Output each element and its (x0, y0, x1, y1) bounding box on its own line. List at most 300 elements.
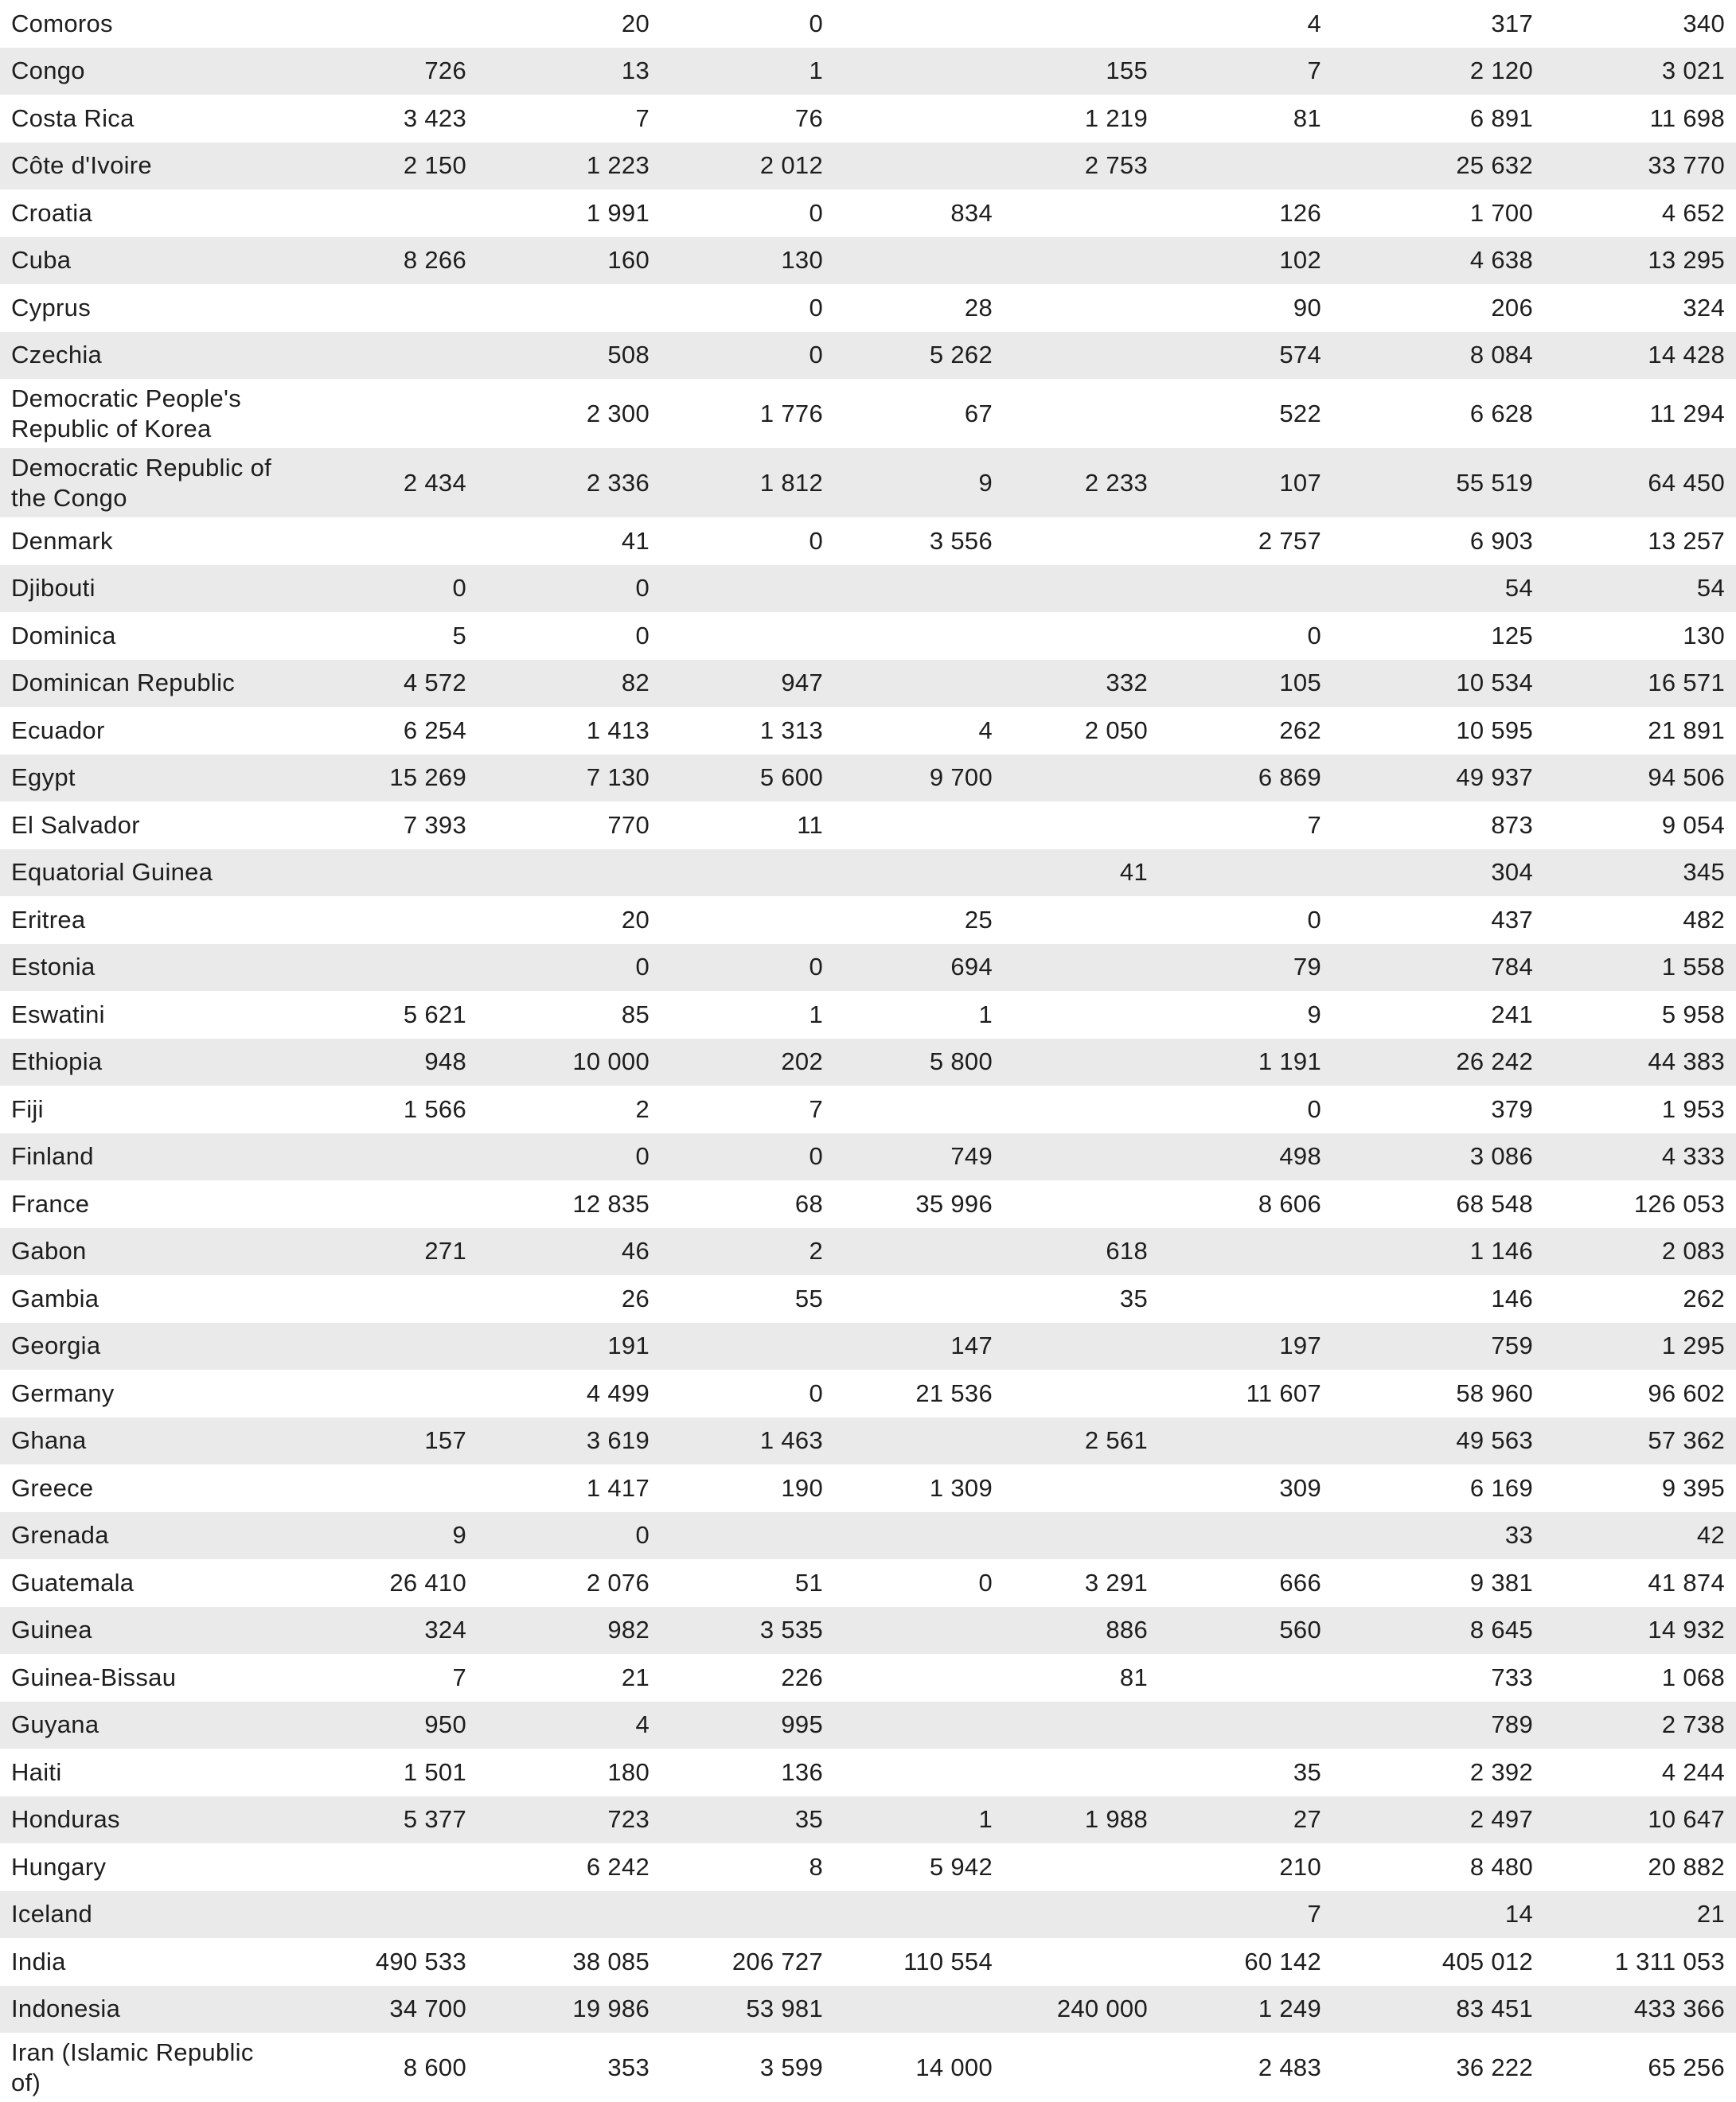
total-cell: 33 770 (1648, 151, 1725, 180)
value-cell-4: 14 000 (915, 2053, 993, 2081)
value-cell-4: 3 556 (929, 526, 993, 555)
value-cell-1: 271 (424, 1237, 466, 1265)
total-cell: 345 (1683, 858, 1725, 887)
country-name-cell: Grenada (11, 1521, 109, 1550)
country-name-cell: Ecuador (11, 716, 105, 744)
value-cell-3: 136 (781, 1757, 823, 1786)
value-cell-3: 995 (781, 1710, 823, 1739)
table-row (0, 1133, 1736, 1181)
table-row (0, 565, 1736, 613)
value-cell-2: 21 (621, 1663, 650, 1691)
value-cell-4 (834, 801, 1004, 849)
total-cell: 1 295 (1661, 1332, 1725, 1360)
value-cell-7: 49 563 (1456, 1426, 1533, 1455)
value-cell-4 (834, 1891, 1004, 1939)
value-cell-2: 770 (607, 810, 650, 839)
value-cell-3: 1 776 (759, 399, 823, 427)
table-row (0, 1607, 1736, 1655)
value-cell-2: 85 (621, 1000, 650, 1028)
value-cell-3: 35 (794, 1805, 823, 1834)
value-cell-5 (1004, 0, 1159, 48)
value-cell-3 (661, 612, 834, 660)
value-cell-3: 55 (794, 1284, 823, 1312)
value-cell-1 (295, 1133, 478, 1181)
value-cell-1: 948 (424, 1047, 466, 1076)
value-cell-2: 191 (607, 1332, 650, 1360)
table-row (0, 1323, 1736, 1371)
value-cell-4: 1 309 (929, 1473, 993, 1502)
value-cell-3: 53 981 (746, 1995, 823, 2023)
table-row (0, 1418, 1736, 1465)
value-cell-3: 0 (809, 1142, 823, 1171)
value-cell-4 (834, 1275, 1004, 1323)
total-cell: 130 (1683, 621, 1725, 649)
value-cell-1 (295, 1275, 478, 1323)
value-cell-2: 180 (607, 1757, 650, 1786)
value-cell-1 (295, 284, 478, 332)
value-cell-5 (1004, 896, 1159, 944)
country-name-cell: Iran (Islamic Republic of) (11, 2038, 254, 2096)
value-cell-3 (661, 1891, 834, 1939)
value-cell-4: 25 (964, 905, 993, 934)
value-cell-4 (834, 849, 1004, 897)
value-cell-3 (661, 565, 834, 613)
table-row (0, 1370, 1736, 1418)
value-cell-1 (295, 944, 478, 992)
value-cell-7: 68 548 (1456, 1189, 1533, 1218)
value-cell-7: 10 534 (1456, 669, 1533, 697)
table-row (0, 660, 1736, 708)
value-cell-5: 155 (1106, 57, 1148, 85)
value-cell-2: 4 (635, 1710, 650, 1739)
total-cell: 41 874 (1648, 1568, 1725, 1597)
table-row (0, 2033, 1736, 2102)
value-cell-4: 1 (978, 1805, 993, 1834)
value-cell-2: 2 300 (586, 399, 650, 427)
value-cell-2: 0 (635, 574, 650, 603)
value-cell-3: 226 (781, 1663, 823, 1691)
country-name-cell: Czechia (11, 341, 103, 369)
value-cell-2: 1 223 (586, 151, 650, 180)
value-cell-6: 79 (1293, 953, 1321, 981)
value-cell-3: 0 (809, 1379, 823, 1407)
value-cell-5: 618 (1106, 1237, 1148, 1265)
value-cell-1: 726 (424, 57, 466, 85)
table-row (0, 1086, 1736, 1133)
value-cell-3: 51 (794, 1568, 823, 1597)
value-cell-3: 0 (809, 9, 823, 37)
value-cell-1: 8 266 (403, 246, 466, 275)
total-cell: 44 383 (1648, 1047, 1725, 1076)
value-cell-6: 7 (1307, 1900, 1321, 1928)
value-cell-5 (1004, 284, 1159, 332)
total-cell: 21 (1696, 1900, 1725, 1928)
value-cell-4: 110 554 (903, 1947, 993, 1975)
value-cell-2: 0 (635, 953, 650, 981)
value-cell-6: 11 607 (1246, 1379, 1321, 1407)
value-cell-4: 9 (978, 468, 993, 497)
value-cell-7: 6 628 (1469, 399, 1533, 427)
value-cell-6 (1159, 1275, 1332, 1323)
value-cell-1: 2 434 (403, 468, 466, 497)
value-cell-3: 947 (781, 669, 823, 697)
country-name-cell: Democratic Republic of the Congo (11, 453, 272, 512)
value-cell-5: 41 (1119, 858, 1148, 887)
value-cell-5 (1004, 1938, 1159, 1986)
value-cell-2: 2 (635, 1094, 650, 1123)
value-cell-1: 1 501 (403, 1757, 466, 1786)
value-cell-4: 28 (964, 293, 993, 322)
value-cell-4: 5 800 (929, 1047, 993, 1076)
value-cell-2: 4 499 (586, 1379, 650, 1407)
value-cell-7: 54 (1504, 574, 1533, 603)
total-cell: 42 (1696, 1521, 1725, 1550)
value-cell-5 (1004, 944, 1159, 992)
value-cell-2: 1 991 (586, 198, 650, 227)
value-cell-6: 105 (1279, 669, 1321, 697)
table-row (0, 1559, 1736, 1607)
value-cell-2: 1 417 (586, 1473, 650, 1502)
total-cell: 11 294 (1649, 399, 1725, 427)
value-cell-6: 262 (1279, 716, 1321, 744)
value-cell-6 (1159, 565, 1332, 613)
value-cell-2: 2 076 (586, 1568, 650, 1597)
value-cell-6: 6 869 (1258, 763, 1321, 792)
total-cell: 1 068 (1661, 1663, 1725, 1691)
country-name-cell: Djibouti (11, 574, 96, 603)
country-name-cell: Finland (11, 1142, 94, 1171)
value-cell-7: 25 632 (1456, 151, 1533, 180)
table-row (0, 1512, 1736, 1560)
value-cell-4 (834, 660, 1004, 708)
value-cell-6: 309 (1279, 1473, 1321, 1502)
table-row (0, 896, 1736, 944)
value-cell-7: 6 169 (1469, 1473, 1533, 1502)
value-cell-3: 1 463 (759, 1426, 823, 1455)
table-row (0, 379, 1736, 448)
value-cell-1: 5 (452, 621, 466, 649)
value-cell-5 (1004, 991, 1159, 1039)
country-name-cell: Gambia (11, 1284, 99, 1312)
country-name-cell: Equatorial Guinea (11, 858, 213, 887)
value-cell-1: 26 410 (389, 1568, 466, 1597)
total-cell: 14 932 (1648, 1616, 1725, 1644)
value-cell-2: 20 (621, 905, 650, 934)
value-cell-2: 26 (621, 1284, 650, 1312)
value-cell-6: 1 249 (1258, 1995, 1321, 2023)
value-cell-7: 8 084 (1469, 341, 1533, 369)
value-cell-5 (1004, 379, 1159, 448)
total-cell: 4 244 (1661, 1757, 1725, 1786)
value-cell-5: 1 988 (1084, 1805, 1148, 1834)
value-cell-1: 2 150 (403, 151, 466, 180)
country-name-cell: Hungary (11, 1852, 107, 1881)
value-cell-2: 982 (607, 1616, 650, 1644)
value-cell-1: 324 (424, 1616, 466, 1644)
value-cell-7: 1 700 (1469, 198, 1533, 227)
value-cell-2: 41 (621, 526, 650, 555)
value-cell-5: 1 219 (1084, 103, 1148, 132)
value-cell-1: 157 (424, 1426, 466, 1455)
table-row (0, 284, 1736, 332)
value-cell-7: 8 645 (1469, 1616, 1533, 1644)
value-cell-3: 190 (781, 1473, 823, 1502)
country-name-cell: Egypt (11, 763, 76, 792)
country-name-cell: Democratic People's Republic of Korea (11, 384, 242, 443)
total-cell: 2 083 (1661, 1237, 1725, 1265)
value-cell-6 (1159, 1702, 1332, 1749)
value-cell-1 (295, 332, 478, 380)
value-cell-4 (834, 95, 1004, 142)
value-cell-6 (1159, 142, 1332, 190)
value-cell-6: 8 606 (1258, 1189, 1321, 1218)
value-cell-4: 5 262 (929, 341, 993, 369)
total-cell: 262 (1683, 1284, 1725, 1312)
value-cell-3: 1 812 (759, 468, 823, 497)
table-row (0, 189, 1736, 237)
value-cell-4 (834, 1986, 1004, 2034)
value-cell-3: 3 599 (759, 2053, 823, 2081)
country-name-cell: Gabon (11, 1237, 87, 1265)
value-cell-7: 6 891 (1469, 103, 1533, 132)
value-cell-5 (1004, 2033, 1159, 2102)
value-cell-3: 2 (809, 1237, 823, 1265)
country-name-cell: Cuba (11, 246, 72, 275)
value-cell-6: 9 (1307, 1000, 1321, 1028)
country-name-cell: Denmark (11, 526, 113, 555)
total-cell: 14 428 (1648, 341, 1725, 369)
value-cell-6: 102 (1279, 246, 1321, 275)
value-cell-7: 784 (1491, 953, 1533, 981)
value-cell-4 (834, 142, 1004, 190)
value-cell-4: 834 (950, 198, 993, 227)
value-cell-4 (834, 565, 1004, 613)
value-cell-5 (1004, 1843, 1159, 1891)
value-cell-2 (478, 1891, 661, 1939)
value-cell-3: 3 535 (759, 1616, 823, 1644)
table-row (0, 448, 1736, 517)
total-cell: 5 958 (1661, 1000, 1725, 1028)
table-row (0, 332, 1736, 380)
total-cell: 482 (1683, 905, 1725, 934)
value-cell-2: 508 (607, 341, 650, 369)
total-cell: 9 054 (1661, 810, 1725, 839)
table-row (0, 1228, 1736, 1276)
value-cell-6: 2 483 (1258, 2053, 1321, 2081)
value-cell-1 (295, 517, 478, 565)
value-cell-5 (1004, 801, 1159, 849)
total-cell: 65 256 (1648, 2053, 1725, 2081)
value-cell-1 (295, 189, 478, 237)
value-cell-7: 146 (1491, 1284, 1533, 1312)
value-cell-7: 125 (1491, 621, 1533, 649)
value-cell-5 (1004, 565, 1159, 613)
value-cell-1: 1 566 (403, 1094, 466, 1123)
value-cell-7: 733 (1491, 1663, 1533, 1691)
table-row (0, 612, 1736, 660)
table-row (0, 517, 1736, 565)
country-name-cell: Dominican Republic (11, 669, 236, 697)
table-row (0, 1749, 1736, 1796)
value-cell-6 (1159, 1228, 1332, 1276)
value-cell-5 (1004, 1370, 1159, 1418)
value-cell-7: 33 (1504, 1521, 1533, 1550)
value-cell-2: 0 (635, 621, 650, 649)
table-row (0, 142, 1736, 190)
value-cell-1 (295, 1323, 478, 1371)
table-row (0, 1039, 1736, 1086)
total-cell: 4 652 (1661, 198, 1725, 227)
value-cell-3: 206 727 (731, 1947, 823, 1975)
value-cell-2: 13 (621, 57, 650, 85)
value-cell-3: 0 (809, 293, 823, 322)
value-cell-5: 35 (1119, 1284, 1148, 1312)
total-cell: 9 395 (1661, 1473, 1725, 1502)
total-cell: 13 257 (1648, 526, 1725, 555)
value-cell-1: 34 700 (389, 1995, 466, 2023)
value-cell-5 (1004, 612, 1159, 660)
country-name-cell: Cyprus (11, 293, 91, 322)
value-cell-4: 35 996 (915, 1189, 993, 1218)
value-cell-1: 9 (452, 1521, 466, 1550)
value-cell-3: 0 (809, 526, 823, 555)
value-cell-6: 35 (1293, 1757, 1321, 1786)
value-cell-6: 7 (1307, 57, 1321, 85)
value-cell-2: 160 (607, 246, 650, 275)
country-name-cell: Honduras (11, 1805, 120, 1834)
value-cell-3: 1 313 (759, 716, 823, 744)
country-name-cell: Iceland (11, 1900, 93, 1928)
total-cell: 2 738 (1661, 1710, 1725, 1739)
value-cell-4: 21 536 (915, 1379, 993, 1407)
value-cell-2: 1 413 (586, 716, 650, 744)
total-cell: 340 (1683, 9, 1725, 37)
value-cell-1 (295, 1891, 478, 1939)
total-cell: 3 021 (1661, 57, 1725, 85)
value-cell-1: 5 621 (403, 1000, 466, 1028)
value-cell-2: 2 336 (586, 468, 650, 497)
value-cell-5 (1004, 1749, 1159, 1796)
value-cell-5 (1004, 1891, 1159, 1939)
value-cell-5 (1004, 1133, 1159, 1181)
country-name-cell: Germany (11, 1379, 115, 1407)
value-cell-6: 666 (1279, 1568, 1321, 1597)
value-cell-3: 0 (809, 198, 823, 227)
value-cell-4 (834, 1086, 1004, 1133)
value-cell-6 (1159, 1512, 1332, 1560)
country-name-cell: Ethiopia (11, 1047, 103, 1076)
value-cell-4: 1 (978, 1000, 993, 1028)
value-cell-1: 15 269 (389, 763, 466, 792)
value-cell-3: 11 (797, 810, 823, 839)
value-cell-7: 3 086 (1469, 1142, 1533, 1171)
table-row (0, 1180, 1736, 1228)
value-cell-5: 240 000 (1056, 1995, 1148, 2023)
value-cell-7: 2 392 (1469, 1757, 1533, 1786)
value-cell-3: 7 (809, 1094, 823, 1123)
value-cell-7: 789 (1491, 1710, 1533, 1739)
country-name-cell: Croatia (11, 198, 93, 227)
table-row (0, 1796, 1736, 1844)
value-cell-5: 81 (1119, 1663, 1148, 1691)
value-cell-4 (834, 1228, 1004, 1276)
value-cell-7: 6 903 (1469, 526, 1533, 555)
value-cell-5 (1004, 1039, 1159, 1086)
country-name-cell: Guatemala (11, 1568, 135, 1597)
table-row (0, 1938, 1736, 1986)
total-cell: 20 882 (1648, 1852, 1725, 1881)
value-cell-7: 206 (1491, 293, 1533, 322)
table-row (0, 991, 1736, 1039)
value-cell-1: 4 572 (403, 669, 466, 697)
value-cell-1: 7 (452, 1663, 466, 1691)
table-row (0, 1702, 1736, 1749)
total-cell: 126 053 (1633, 1189, 1725, 1218)
value-cell-3 (661, 1512, 834, 1560)
value-cell-7: 1 146 (1469, 1237, 1533, 1265)
value-cell-7: 304 (1491, 858, 1533, 887)
total-cell: 54 (1696, 574, 1725, 603)
table-row (0, 707, 1736, 755)
total-cell: 11 698 (1649, 103, 1725, 132)
value-cell-4 (834, 1654, 1004, 1702)
total-cell: 64 450 (1648, 468, 1725, 497)
value-cell-4: 5 942 (929, 1852, 993, 1881)
value-cell-6: 0 (1307, 621, 1321, 649)
country-name-cell: Estonia (11, 953, 96, 981)
value-cell-2: 10 000 (572, 1047, 650, 1076)
country-name-cell: Costa Rica (11, 103, 135, 132)
value-cell-4 (834, 1418, 1004, 1465)
total-cell: 324 (1683, 293, 1725, 322)
value-cell-1: 8 600 (403, 2053, 466, 2081)
value-cell-4: 749 (950, 1142, 993, 1171)
value-cell-2: 0 (635, 1142, 650, 1171)
total-cell: 1 953 (1661, 1094, 1725, 1123)
table-row (0, 849, 1736, 897)
total-cell: 1 311 053 (1614, 1947, 1725, 1975)
value-cell-5 (1004, 1086, 1159, 1133)
value-cell-1: 5 377 (403, 1805, 466, 1834)
table-row (0, 1843, 1736, 1891)
value-cell-7: 49 937 (1456, 763, 1533, 792)
value-cell-5: 2 233 (1084, 468, 1148, 497)
value-cell-2: 46 (621, 1237, 650, 1265)
country-name-cell: Congo (11, 57, 85, 85)
table-row (0, 801, 1736, 849)
value-cell-5: 886 (1106, 1616, 1148, 1644)
value-cell-5: 2 561 (1084, 1426, 1148, 1455)
value-cell-5 (1004, 517, 1159, 565)
value-cell-7: 2 120 (1469, 57, 1533, 85)
value-cell-4: 4 (978, 716, 993, 744)
value-cell-3: 1 (809, 1000, 823, 1028)
value-cell-7: 4 638 (1469, 246, 1533, 275)
value-cell-7: 9 381 (1469, 1568, 1533, 1597)
value-cell-6 (1159, 1418, 1332, 1465)
value-cell-7: 14 (1504, 1900, 1533, 1928)
total-cell: 21 891 (1648, 716, 1725, 744)
value-cell-6: 107 (1279, 468, 1321, 497)
value-cell-2: 353 (607, 2053, 650, 2081)
country-name-cell: Greece (11, 1473, 94, 1502)
total-cell: 57 362 (1648, 1426, 1725, 1455)
value-cell-2: 19 986 (572, 1995, 650, 2023)
value-cell-6: 574 (1279, 341, 1321, 369)
value-cell-1: 7 393 (403, 810, 466, 839)
table-row (0, 1654, 1736, 1702)
value-cell-7: 36 222 (1456, 2053, 1533, 2081)
